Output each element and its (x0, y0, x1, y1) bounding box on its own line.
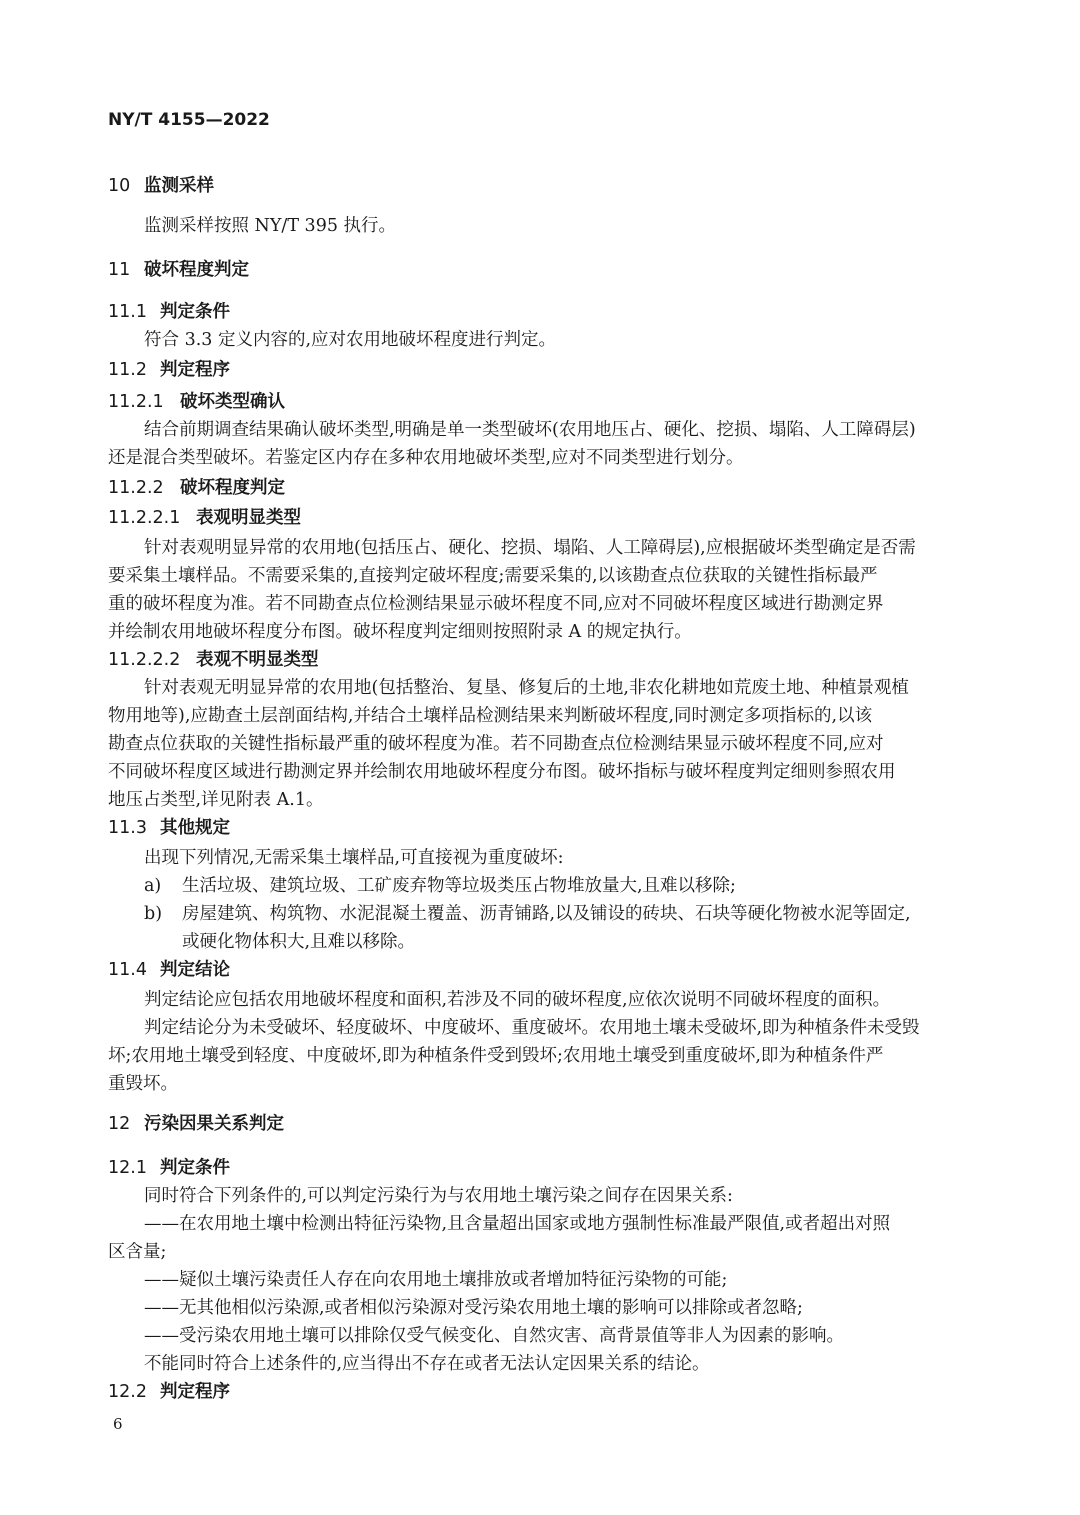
section-heading (108, 1112, 284, 1136)
dash-item: ——受污染农用地土壤可以排除仅受气候变化、自然灾害、高背景值等非人为因素的影响。 (144, 1326, 844, 1346)
subsection-title: 其他规定 (160, 818, 230, 838)
subsection-heading (108, 958, 230, 982)
list-item-text: 生活垃圾、建筑垃圾、工矿废弃物等垃圾类压占物堆放量大,且难以移除; (182, 876, 736, 896)
section-title: 监测采样 (144, 176, 214, 196)
section-title: 污染因果关系判定 (144, 1114, 284, 1134)
subsection-number: 12.2 (108, 1382, 147, 1402)
dash-item: ——在农用地土壤中检测出特征污染物,且含量超出国家或地方强制性标准最严限值,或者超出对照 (144, 1214, 891, 1234)
paragraph-line: 结合前期调查结果确认破坏类型,明确是单一类型破坏(农用地压占、硬化、挖损、塌陷、人工障碍层) (144, 420, 916, 440)
paragraph-line: 还是混合类型破坏。若鉴定区内存在多种农用地破坏类型,应对不同类型进行划分。 (108, 448, 744, 468)
subsection-title: 破坏类型确认 (180, 392, 285, 412)
subsection-number: 11.2 (108, 360, 147, 380)
paragraph-line: 勘查点位获取的关键性指标最严重的破坏程度为准。若不同勘查点位检测结果显示破坏程度不同,应对 (108, 734, 884, 754)
section-number: 12 (108, 1114, 131, 1134)
list-marker: a) (144, 876, 162, 896)
subsection-heading (108, 358, 230, 382)
subsection-number: 11.2.2.2 (108, 650, 181, 670)
paragraph: 监测采样按照 NY/T 395 执行。 (144, 216, 397, 236)
paragraph-line: 针对表观无明显异常的农用地(包括整治、复垦、修复后的土地,非农化耕地如荒废土地、种植景观植 (144, 678, 909, 698)
list-marker: b) (144, 904, 163, 924)
paragraph-line: 并绘制农用地破坏程度分布图。破坏程度判定细则按照附录 A 的规定执行。 (108, 622, 692, 642)
paragraph-line: 针对表观明显异常的农用地(包括压占、硬化、挖损、塌陷、人工障碍层),应根据破坏类型确定是否需 (144, 538, 916, 558)
paragraph: 出现下列情况,无需采集土壤样品,可直接视为重度破坏: (144, 848, 564, 868)
paragraph-line: 重的破坏程度为准。若不同勘查点位检测结果显示破坏程度不同,应对不同破坏程度区域进行勘测定界 (108, 594, 884, 614)
subsection-number: 11.4 (108, 960, 147, 980)
list-item-text: 房屋建筑、构筑物、水泥混凝土覆盖、沥青铺路,以及铺设的砖块、石块等硬化物被水泥等固定, (182, 904, 911, 924)
section-heading (108, 174, 214, 198)
list-item-continuation: 或硬化物体积大,且难以移除。 (182, 932, 416, 952)
paragraph-line: 物用地等),应勘查土层剖面结构,并结合土壤样品检测结果来判断破坏程度,同时测定多项指标的,以该 (108, 706, 873, 726)
subsection-title: 判定条件 (160, 1158, 230, 1178)
dash-item-continuation: 区含量; (108, 1242, 167, 1262)
subsection-title: 判定条件 (160, 302, 230, 322)
paragraph: 不能同时符合上述条件的,应当得出不存在或者无法认定因果关系的结论。 (144, 1354, 710, 1374)
paragraph-line: 不同破坏程度区域进行勘测定界并绘制农用地破坏程度分布图。破坏指标与破坏程度判定细则参照农用 (108, 762, 896, 782)
paragraph-line: 地压占类型,详见附表 A.1。 (108, 790, 324, 810)
subsection-heading (108, 390, 285, 414)
subsection-heading (108, 816, 230, 840)
page-number: 6 (113, 1415, 123, 1433)
paragraph: 符合 3.3 定义内容的,应对农用地破坏程度进行判定。 (144, 330, 557, 350)
subsection-number: 11.3 (108, 818, 147, 838)
paragraph: 判定结论应包括农用地破坏程度和面积,若涉及不同的破坏程度,应依次说明不同破坏程度的面积。 (144, 990, 891, 1010)
subsection-number: 11.1 (108, 302, 147, 322)
subsection-title: 判定程序 (160, 1382, 230, 1402)
subsection-title: 表观明显类型 (196, 508, 301, 528)
paragraph-line: 判定结论分为未受破坏、轻度破坏、中度破坏、重度破坏。农用地土壤未受破坏,即为种植条件未受毁 (144, 1018, 920, 1038)
document-code: NY/T 4155—2022 (108, 110, 270, 130)
subsection-heading (108, 648, 319, 672)
subsection-heading (108, 300, 230, 324)
subsection-title: 表观不明显类型 (196, 650, 319, 670)
subsection-number: 11.2.1 (108, 392, 164, 412)
subsection-title: 判定结论 (160, 960, 230, 980)
dash-item: ——无其他相似污染源,或者相似污染源对受污染农用地土壤的影响可以排除或者忽略; (144, 1298, 803, 1318)
section-number: 10 (108, 176, 131, 196)
subsection-number: 12.1 (108, 1158, 147, 1178)
subsection-title: 判定程序 (160, 360, 230, 380)
list-item (144, 874, 736, 898)
paragraph-line: 要采集土壤样品。不需要采集的,直接判定破坏程度;需要采集的,以该勘查点位获取的关键性指标最严 (108, 566, 878, 586)
section-number: 11 (108, 260, 131, 280)
paragraph: 同时符合下列条件的,可以判定污染行为与农用地土壤污染之间存在因果关系: (144, 1186, 733, 1206)
subsection-number: 11.2.2.1 (108, 508, 181, 528)
section-title: 破坏程度判定 (144, 260, 249, 280)
subsection-heading (108, 1380, 230, 1404)
subsection-title: 破坏程度判定 (180, 478, 285, 498)
paragraph-line: 坏;农用地土壤受到轻度、中度破坏,即为种植条件受到毁坏;农用地土壤受到重度破坏,即为种植条件严 (108, 1046, 884, 1066)
list-item (144, 902, 911, 926)
subsection-heading (108, 1156, 230, 1180)
dash-item: ——疑似土壤污染责任人存在向农用地土壤排放或者增加特征污染物的可能; (144, 1270, 728, 1290)
subsection-number: 11.2.2 (108, 478, 164, 498)
subsection-heading (108, 506, 301, 530)
section-heading (108, 258, 249, 282)
subsection-heading (108, 476, 285, 500)
paragraph-line: 重毁坏。 (108, 1074, 178, 1094)
